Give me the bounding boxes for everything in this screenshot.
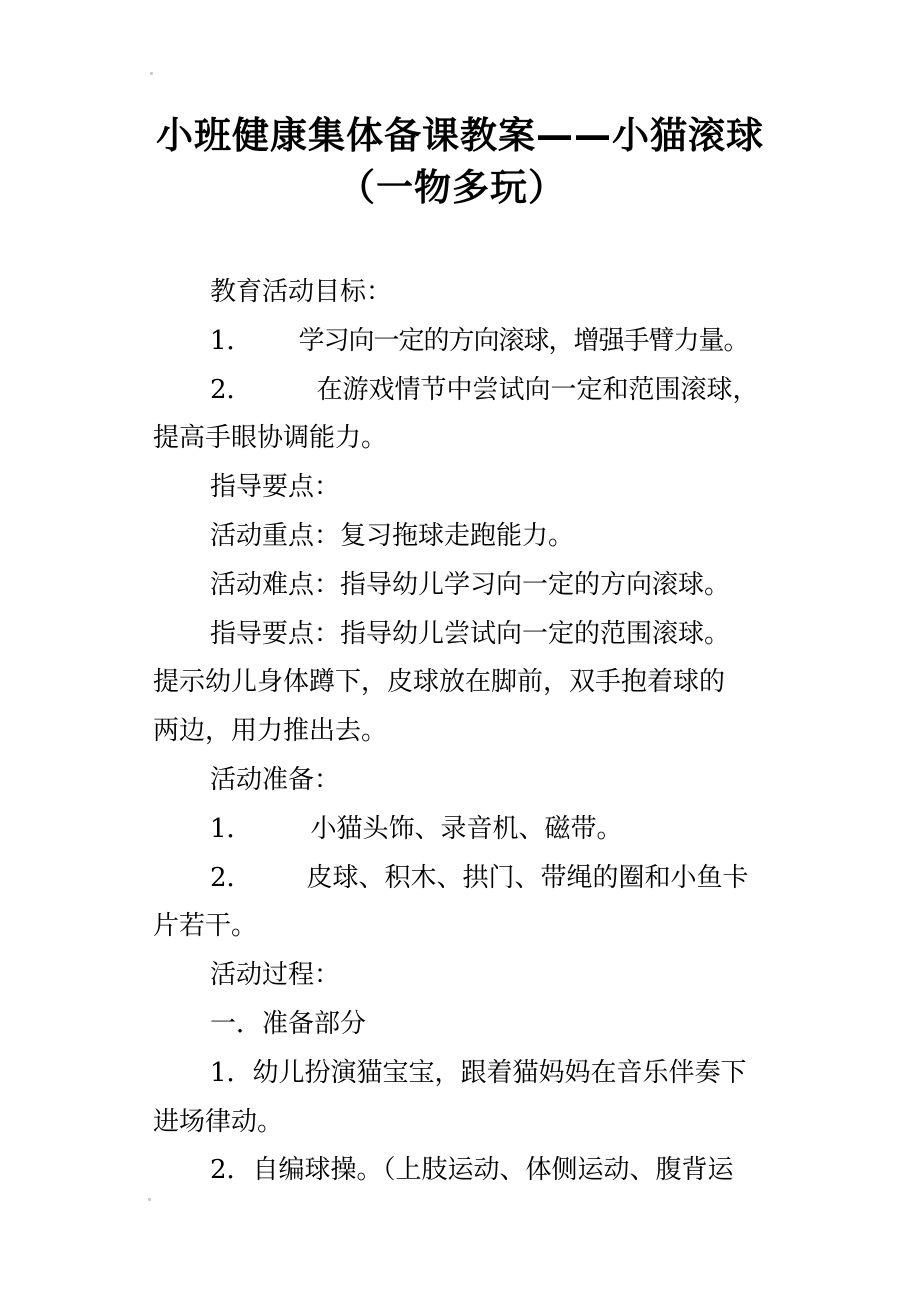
preparation-item-2-continuation: 片若干。 [153, 911, 258, 942]
section-heading-guidance: 指导要点： [210, 472, 341, 503]
goal-item-1-text: 学习向一定的方向滚球，增强手臂力量。 [298, 325, 749, 356]
preparation-item-2-number: 2． [210, 862, 253, 893]
process-step-2: 2．自编球操。（上肢运动、体侧运动、腹背运 [210, 1155, 734, 1186]
goal-item-2 [153, 366, 783, 415]
section-heading-goals: 教育活动目标： [210, 277, 393, 307]
scan-speck-bottom [148, 1198, 151, 1201]
document-title-line-2: （一物多玩） [338, 166, 566, 209]
guidance-points-continuation-2: 两边，用力推出去。 [153, 716, 388, 747]
process-part-1-heading: 一．准备部分 [210, 1008, 367, 1039]
preparation-item-1-number: 1． [210, 813, 253, 844]
process-step-1-continuation: 进场律动。 [153, 1106, 284, 1137]
section-heading-process: 活动过程： [210, 960, 341, 991]
process-step-1: 1．幼儿扮演猫宝宝，跟着猫妈妈在音乐伴奏下 [210, 1057, 747, 1088]
goal-item-2-number: 2． [210, 374, 253, 405]
preparation-item-1-text: 小猫头饰、录音机、磁带。 [310, 813, 623, 844]
scan-speck-top [150, 72, 153, 75]
preparation-item-1 [153, 805, 783, 854]
guidance-points-continuation-1: 提示幼儿身体蹲下，皮球放在脚前，双手抱着球的 [153, 667, 726, 698]
goal-item-2-text: 在游戏情节中尝试向一定和范围滚球， [316, 374, 759, 405]
goal-item-2-continuation: 提高手眼协调能力。 [153, 423, 388, 454]
goal-item-1 [153, 317, 783, 366]
guidance-points: 指导要点：指导幼儿尝试向一定的范围滚球。 [210, 618, 731, 649]
goal-item-1-number: 1． [210, 325, 253, 356]
document-title-line-1: 小班健康集体备课教案——小猫滚球 [156, 114, 764, 157]
document-body [153, 268, 783, 1195]
preparation-item-2 [153, 854, 783, 903]
guidance-focus: 活动重点：复习拖球走跑能力。 [210, 520, 575, 551]
section-heading-preparation: 活动准备： [210, 764, 341, 795]
preparation-item-2-text: 皮球、积木、拱门、带绳的圈和小鱼卡 [306, 862, 749, 893]
guidance-difficulty: 活动难点：指导幼儿学习向一定的方向滚球。 [210, 569, 731, 600]
